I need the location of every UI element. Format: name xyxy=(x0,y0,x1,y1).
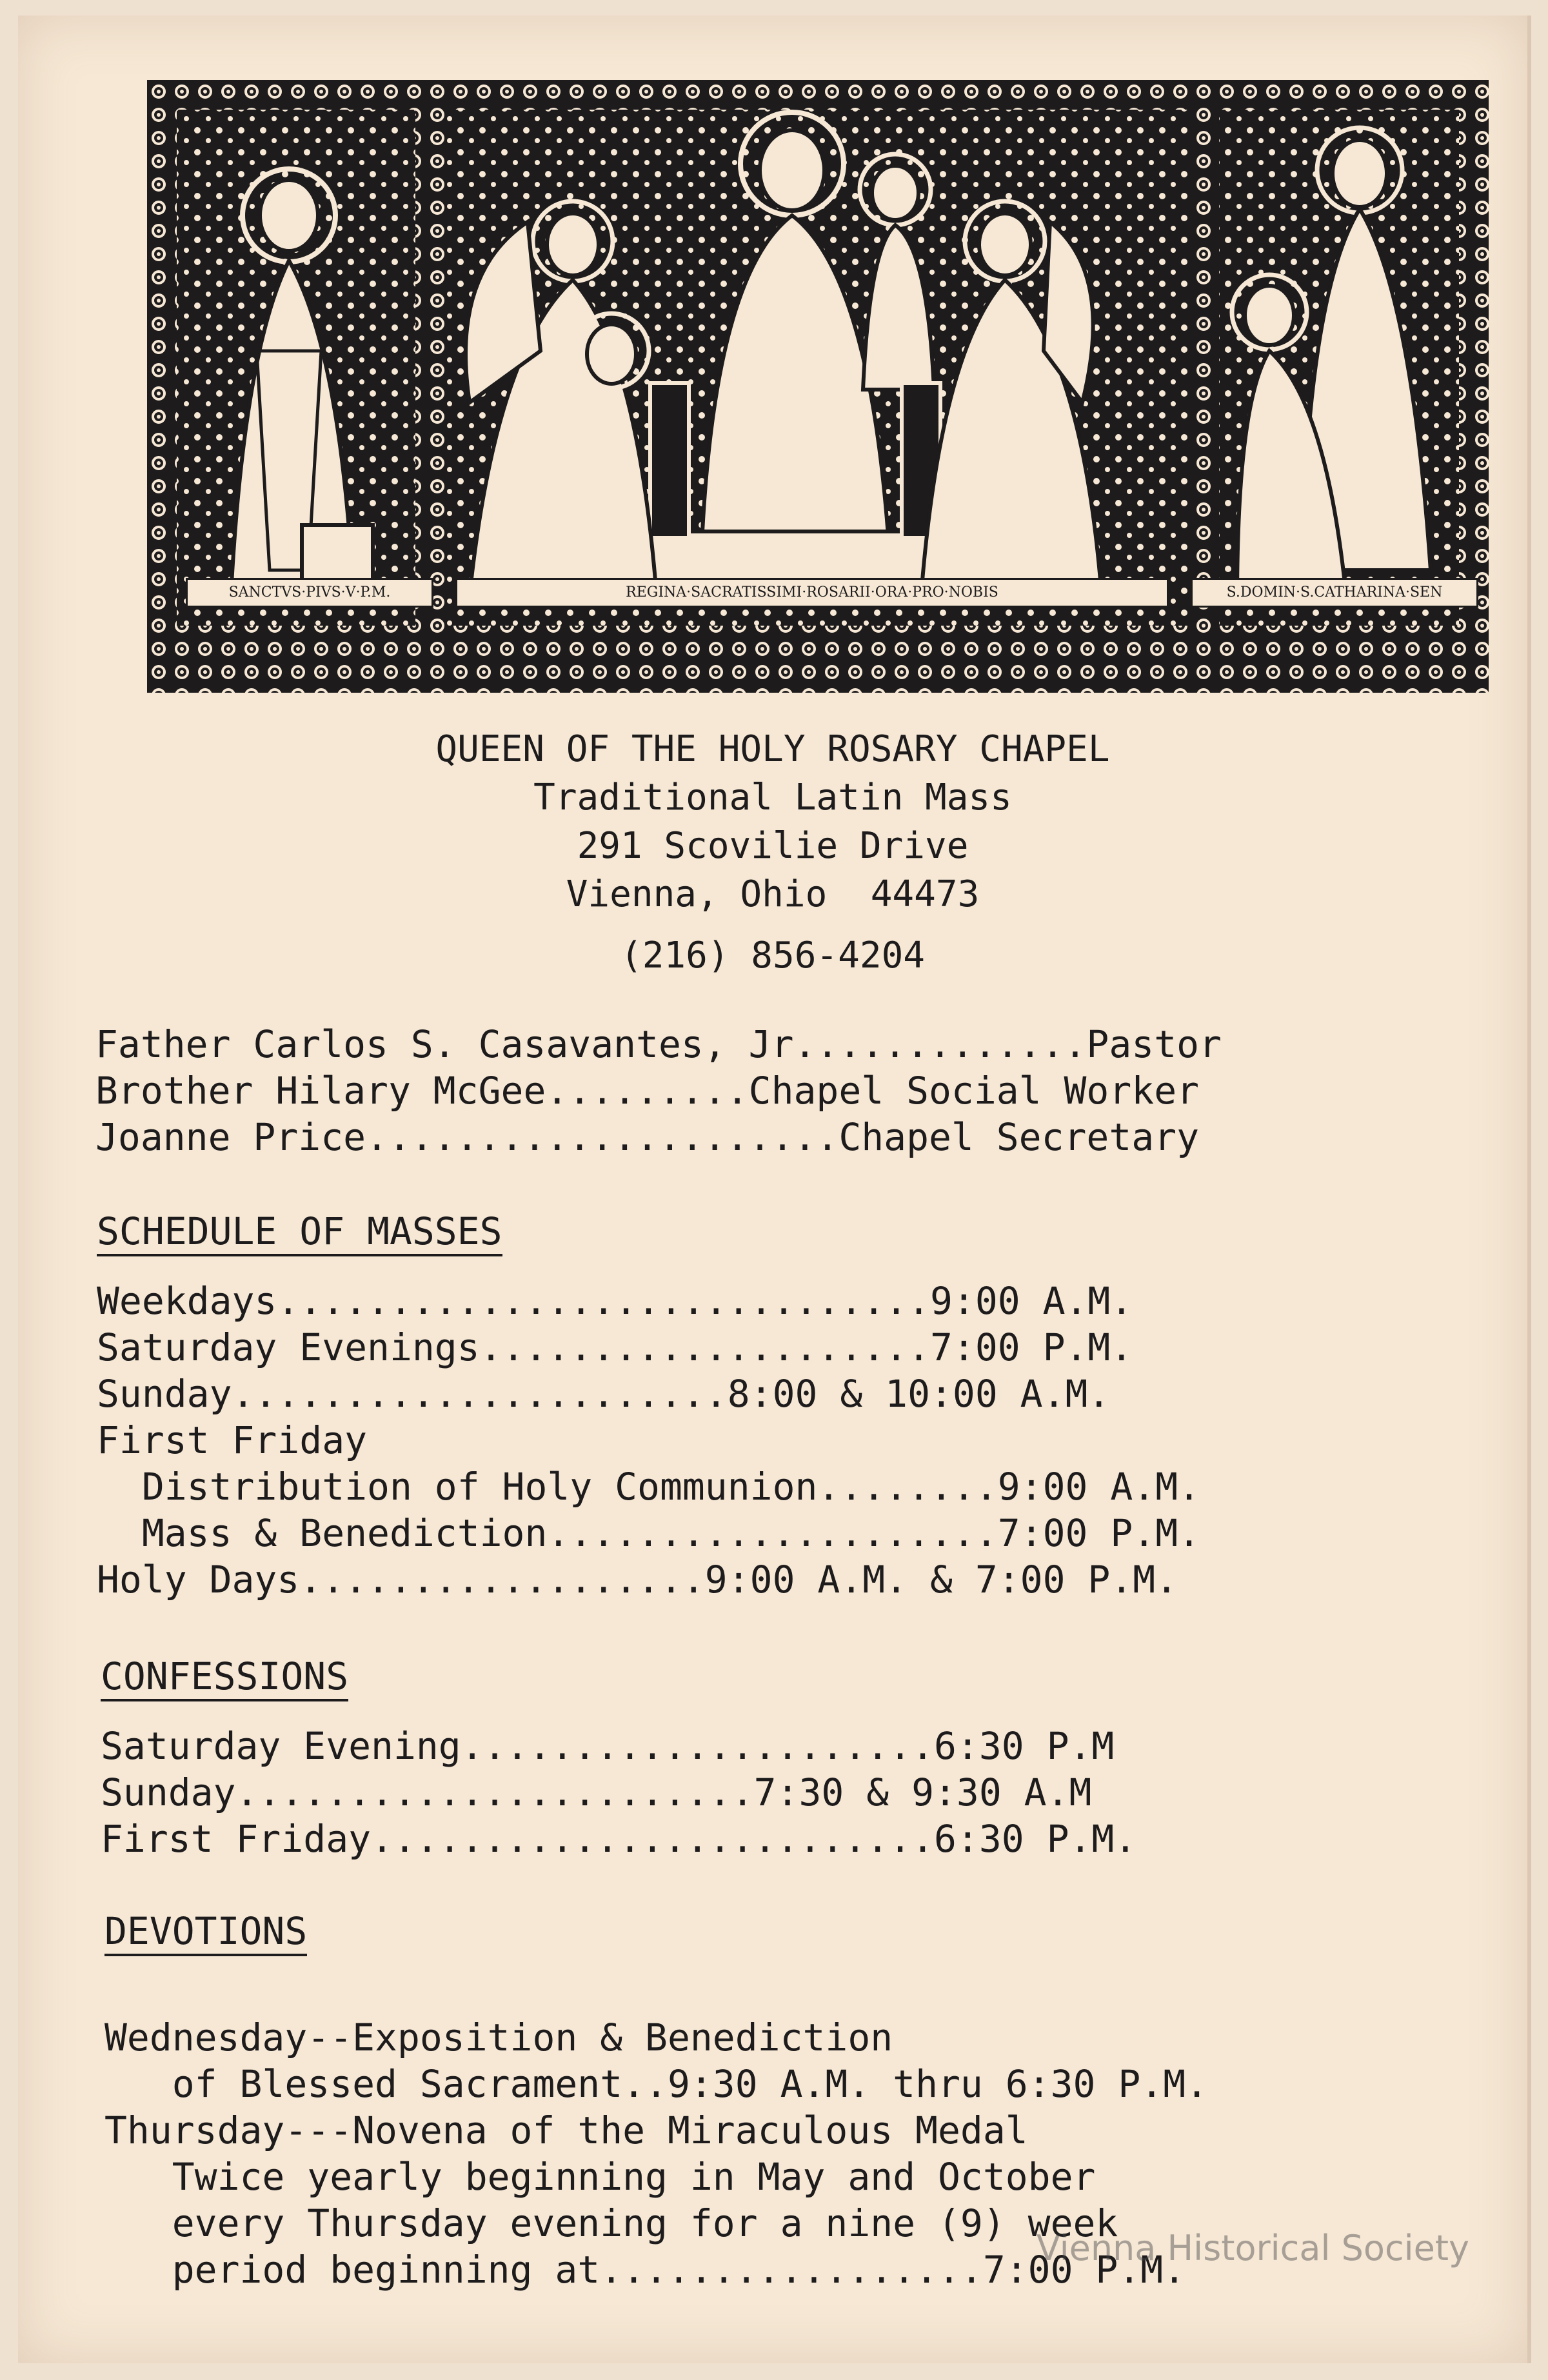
mass-benediction: Mass & Benediction....................7:00 P.M. xyxy=(97,1511,1201,1555)
street-address: 291 Scovilie Drive xyxy=(577,825,969,867)
devotion-wednesday-detail: of Blessed Sacrament..9:30 A.M. thru 6:30 P.M. xyxy=(104,2062,1209,2106)
mass-first-friday: First Friday xyxy=(97,1418,368,1462)
devotion-thursday-detail-2: every Thursday evening for a nine (9) week xyxy=(104,2201,1118,2245)
staff-social-worker: Brother Hilary McGee.........Chapel Social Worker xyxy=(95,1069,1200,1113)
devotion-wednesday: Wednesday--Exposition & Benediction xyxy=(104,2016,893,2059)
banner-caption-right: S.DOMIN·S.CATHARINA·SEN xyxy=(1191,578,1478,608)
mass-weekdays: Weekdays.............................9:00 A.M. xyxy=(97,1279,1133,1323)
city-state-zip: Vienna, Ohio 44473 xyxy=(566,873,980,915)
chapel-name: QUEEN OF THE HOLY ROSARY CHAPEL xyxy=(435,728,1110,770)
staff-pastor: Father Carlos S. Casavantes, Jr.............Pastor xyxy=(95,1022,1222,1066)
bulletin-page xyxy=(18,15,1531,2363)
mass-holy-communion: Distribution of Holy Communion........9:00 A.M. xyxy=(97,1465,1201,1509)
devotion-thursday-detail-1: Twice yearly beginning in May and October xyxy=(104,2155,1096,2199)
archive-watermark: Vienna Historical Society xyxy=(1036,2228,1469,2268)
phone-number: (216) 856-4204 xyxy=(620,935,925,977)
devotions-heading: DEVOTIONS xyxy=(104,1909,307,1956)
mass-saturday-evenings: Saturday Evenings....................7:00 P.M. xyxy=(97,1325,1133,1369)
devotion-thursday: Thursday---Novena of the Miraculous Medal xyxy=(104,2108,1028,2152)
banner-caption-left: SANCTVS·PIVS·V·P.M. xyxy=(186,578,433,608)
staff-secretary: Joanne Price.....................Chapel Secretary xyxy=(95,1115,1200,1159)
confession-saturday: Saturday Evening.....................6:30 P.M xyxy=(101,1724,1115,1768)
confessions-heading: CONFESSIONS xyxy=(101,1654,348,1701)
masses-heading: SCHEDULE OF MASSES xyxy=(97,1209,502,1256)
mass-holy-days: Holy Days..................9:00 A.M. & 7:00 P.M. xyxy=(97,1558,1178,1602)
confession-sunday: Sunday.......................7:30 & 9:30 A.M xyxy=(101,1770,1092,1814)
mass-sunday: Sunday......................8:00 & 10:00 A.M. xyxy=(97,1372,1111,1416)
banner-caption-center: REGINA·SACRATISSIMI·ROSARII·ORA·PRO·NOBIS xyxy=(455,578,1169,608)
devotion-thursday-detail-3: period beginning at.................7:00 P.M. xyxy=(104,2248,1186,2292)
mass-type: Traditional Latin Mass xyxy=(533,777,1012,818)
confession-first-friday: First Friday.........................6:30 P.M. xyxy=(101,1817,1137,1861)
